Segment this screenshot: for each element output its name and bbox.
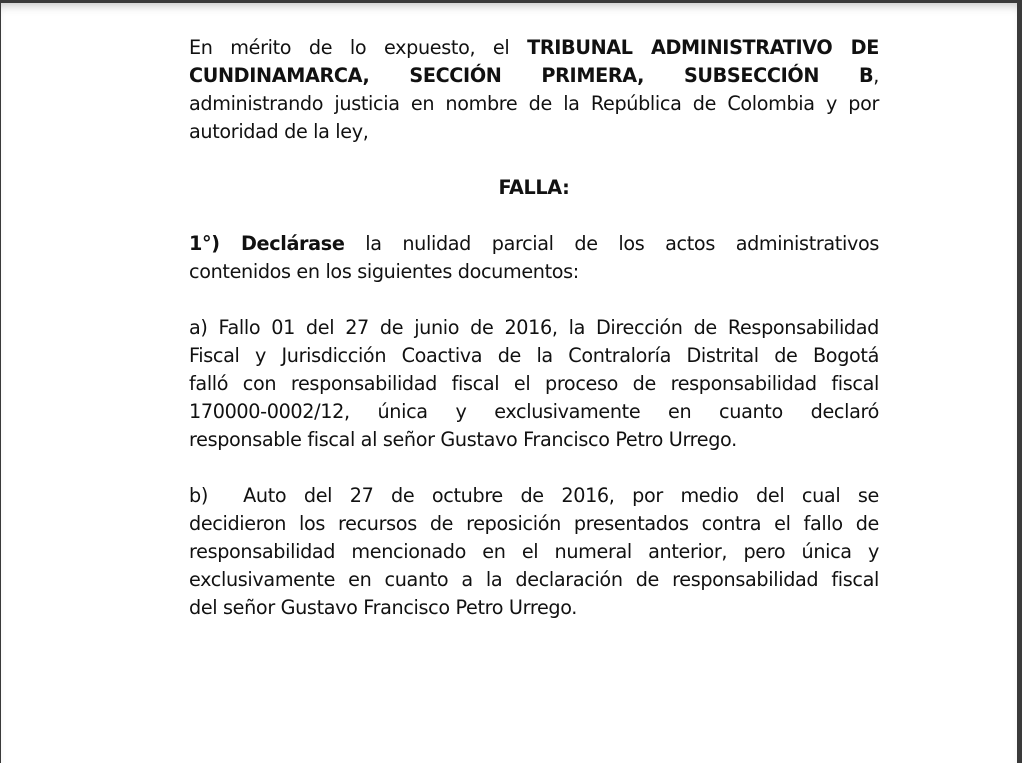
item-b-line: exclusivamente en cuanto a la declaración de responsabilidad fiscal	[189, 568, 879, 591]
document-page	[1, 3, 1017, 763]
spacer	[189, 202, 879, 230]
item-a-line: Fiscal y Jurisdicción Coactiva de la Contraloría Distrital de Bogotá	[189, 344, 879, 367]
item-1-line-2: contenidos en los siguientes documentos:	[189, 260, 579, 283]
intro-paragraph	[189, 34, 879, 146]
tribunal-name-part-1: TRIBUNAL ADMINISTRATIVO DE	[527, 36, 880, 59]
item-b-paragraph	[189, 482, 879, 622]
item-1-paragraph	[189, 230, 879, 286]
item-a-line: responsable fiscal al señor Gustavo Francisco Petro Urrego.	[189, 428, 737, 451]
item-b-line: decidieron los recursos de reposición presentados contra el fallo de	[189, 512, 879, 535]
intro-line-3: administrando justicia en nombre de la República de Colombia y por	[189, 92, 879, 115]
intro-text: En mérito de lo expuesto, el	[189, 36, 528, 59]
item-a-line: falló con responsabilidad fiscal el proceso de responsabilidad fiscal	[189, 372, 879, 395]
item-b-line: b) Auto del 27 de octubre de 2016, por medio del cual se	[189, 484, 879, 507]
intro-line-2	[189, 62, 879, 90]
intro-comma: ,	[873, 64, 879, 87]
item-1-text: la nulidad parcial de los actos administrativos	[344, 232, 880, 255]
page-content	[189, 34, 879, 622]
item-b-line: del señor Gustavo Francisco Petro Urrego.	[189, 596, 578, 619]
spacer	[189, 146, 879, 174]
item-b-line: responsabilidad mencionado en el numeral anterior, pero única y	[189, 540, 879, 563]
item-1-line-1	[189, 230, 879, 258]
falla-heading: FALLA:	[498, 176, 570, 199]
tribunal-name-part-2: CUNDINAMARCA, SECCIÓN PRIMERA, SUBSECCIÓN B	[189, 64, 874, 87]
item-1-bold-label: 1°) Declárase	[189, 232, 345, 255]
intro-line-4: autoridad de la ley,	[189, 120, 369, 143]
spacer	[189, 286, 879, 314]
item-a-paragraph	[189, 314, 879, 454]
spacer	[189, 454, 879, 482]
intro-line-1	[189, 34, 879, 62]
item-a-line: 170000-0002/12, única y exclusivamente en cuanto declaró	[189, 400, 879, 423]
item-a-line: a) Fallo 01 del 27 de junio de 2016, la Dirección de Responsabilidad	[189, 316, 879, 339]
